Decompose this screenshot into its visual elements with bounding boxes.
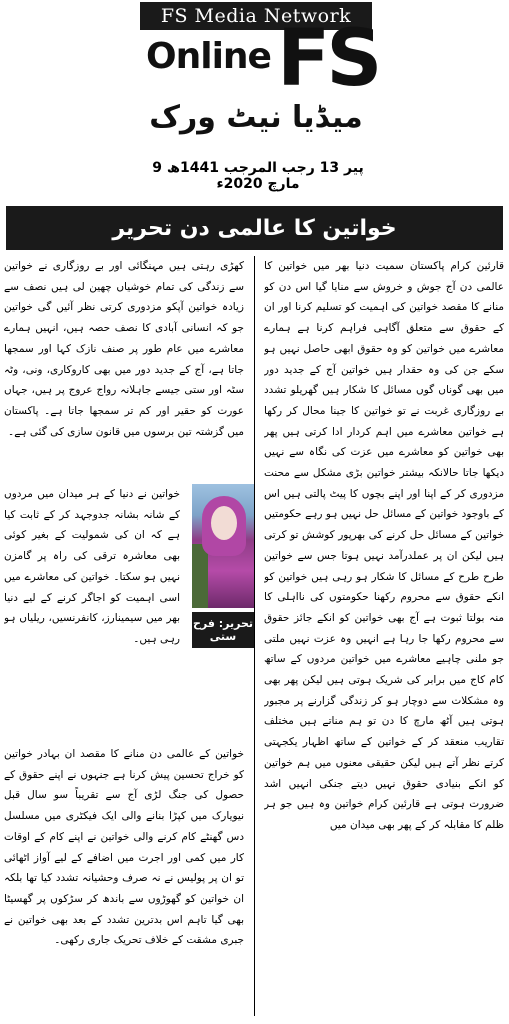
masthead-online: Online bbox=[146, 36, 271, 77]
article-column-right: قارئین کرام پاکستان سمیت دنیا بھر میں خواتین کا عالمی دن آج جوش و خروش سے منایا گیا اس دن کو منانے کا مقصد خواتین کی اہمیت کو تسلیم کرنا اور ان کے حقوق سے متعلق آگاہی فراہم کرنا ہے ہمارے معاشرے میں خواتین کو وہ حقوق ابھی حاصل نہیں ہو سکے جن کی وہ حقدار ہیں خواتین آج کے جدید دور میں بھی گوناں گوں مسائل کا شکار ہیں گھریلو تشدد بے روزگاری غربت نے تو خواتین کا جینا محال کر رکھا ہے خواتین معاشرے میں اہم کردار ادا کرتی ہیں پھر بھی خواتین کو معاشرے میں عزت کی نگاہ سے نہیں دیکھا جاتا حالانکہ بیشتر خواتین بڑی مشکل سے محنت مزدوری کر کے اپنا اور اپنے بچوں کا پیٹ پالتی ہیں اس کے باوجود خواتین کے مسائل حل نہیں ہو رہے حکومتیں خواتین کے مسائل حل کرنے کی بھرپور کوشش تو کرتی ہیں لیکن ان پر عملدرآمد نہیں ہوتا جس سے خواتین طرح طرح کے مسائل کا شکار ہو رہی ہیں خواتین کو انکے حقوق سے محروم رکھنا حکومتوں کی نااہلی کا منہ بولتا ثبوت ہے آج بھی خواتین کو انکے جائز حقوق سے محروم رکھا جا رہا ہے انہیں وہ عزت نہیں ملتی جو ملنی چاہیے معاشرے میں خواتین مردوں کے ساتھ کام کاج میں برابر کی شریک ہوتی ہیں لیکن پھر بھی وہ مشکلات سے دوچار ہو کر زندگی گزارنے پر مجبور ہوتی ہیں آٹھ مارچ کا دن تو ہم مناتے ہیں مختلف تقاریب منعقد کر کے خواتین کے ساتھ اظہار یکجہتی کرتے نظر آتے ہیں لیکن حقیقی معنوں میں ہم خواتین کو انکے بنیادی حقوق نہیں دیتے جنکی انہیں اشد ضرورت ہوتی ہے قارئین کرام خواتین وہ ہیں جو ہر ظلم کا مقابلہ کر کے پھر بھی میدان میں bbox=[264, 260, 504, 831]
photo-face bbox=[211, 506, 237, 540]
column-divider bbox=[254, 256, 255, 1016]
photo-tree bbox=[192, 544, 208, 608]
article-title: خواتین کا عالمی دن تحریر bbox=[6, 206, 503, 250]
masthead-urdu-name: میڈیا نیٹ ورک bbox=[149, 100, 363, 135]
article-column-left-bottom: خواتین کے عالمی دن منانے کا مقصد ان بہادر خواتین کو خراج تحسین پیش کرنا ہے جنہوں نے اپنے حقوق کے حصول کی جنگ لڑی آج سے تقریباً سو سال قبل نیویارک میں کپڑا بنانے والی ایک فیکٹری میں مسلسل دس گھنٹے کام کرنے والی خواتین نے اپنے کام کے اوقات کار میں کمی اور اجرت میں اضافے کے لیے آواز اٹھائی تو ان پر پولیس نے نہ صرف وحشیانہ تشدد کیا تھا بلکہ ان خواتین کو گھوڑوں سے باندھ کر سڑکوں پر گھسیٹا بھی گیا تاہم اس بدترین تشدد کے بعد بھی خواتین نے جبری مشقت کے خلاف تحریک جاری رکھی۔ bbox=[4, 748, 244, 947]
author-photo bbox=[192, 484, 254, 608]
article-column-left-top: کھڑی رہتی ہیں مہنگائی اور بے روزگاری نے خواتین سے زندگی کی تمام خوشیاں چھین لی ہیں نصف سے زیادہ خواتین آپکو مزدوری کرتی نظر آئیں گی خواتین جو کہ انسانی آبادی کا نصف حصہ ہیں، انہیں ہمارے معاشرے میں عام طور پر صنف نازک کہا اور سمجھا جاتا ہے، آج کے جدید دور میں بھی کاروکاری، ونی، وٹہ سٹہ اور ستی جیسے جاہلانہ رواج عروج پر ہیں، جہاں عورت کو حقیر اور کم تر سمجھا جاتا ہے۔ پاکستان میں گزشتہ تین برسوں میں قانون سازی کی گئی ہے۔ bbox=[4, 260, 244, 438]
masthead bbox=[140, 2, 379, 152]
author-byline: تحریر: فرح ستی bbox=[192, 612, 254, 648]
masthead-network: FS Media Network bbox=[140, 2, 372, 30]
masthead-fs-logo: FS bbox=[277, 14, 379, 104]
publication-date: پیر 13 رجب المرجب 1441ھ 9 مارچ 2020ء bbox=[152, 160, 364, 192]
article-column-left-middle: خواتین نے دنیا کے ہر میدان میں مردوں کے شانہ بشانہ جدوجہد کر کے ثابت کیا ہے کہ ان کی شمولیت کے بغیر کوئی بھی معاشرہ ترقی کی راہ پر گامزن نہیں ہو سکتا۔ خواتین کی معاشرے میں اسی اہمیت کو اجاگر کرنے کے لیے دنیا بھر میں سیمینارز، کانفرنسیں، ریلیاں ہو رہی ہیں۔ bbox=[4, 488, 180, 645]
